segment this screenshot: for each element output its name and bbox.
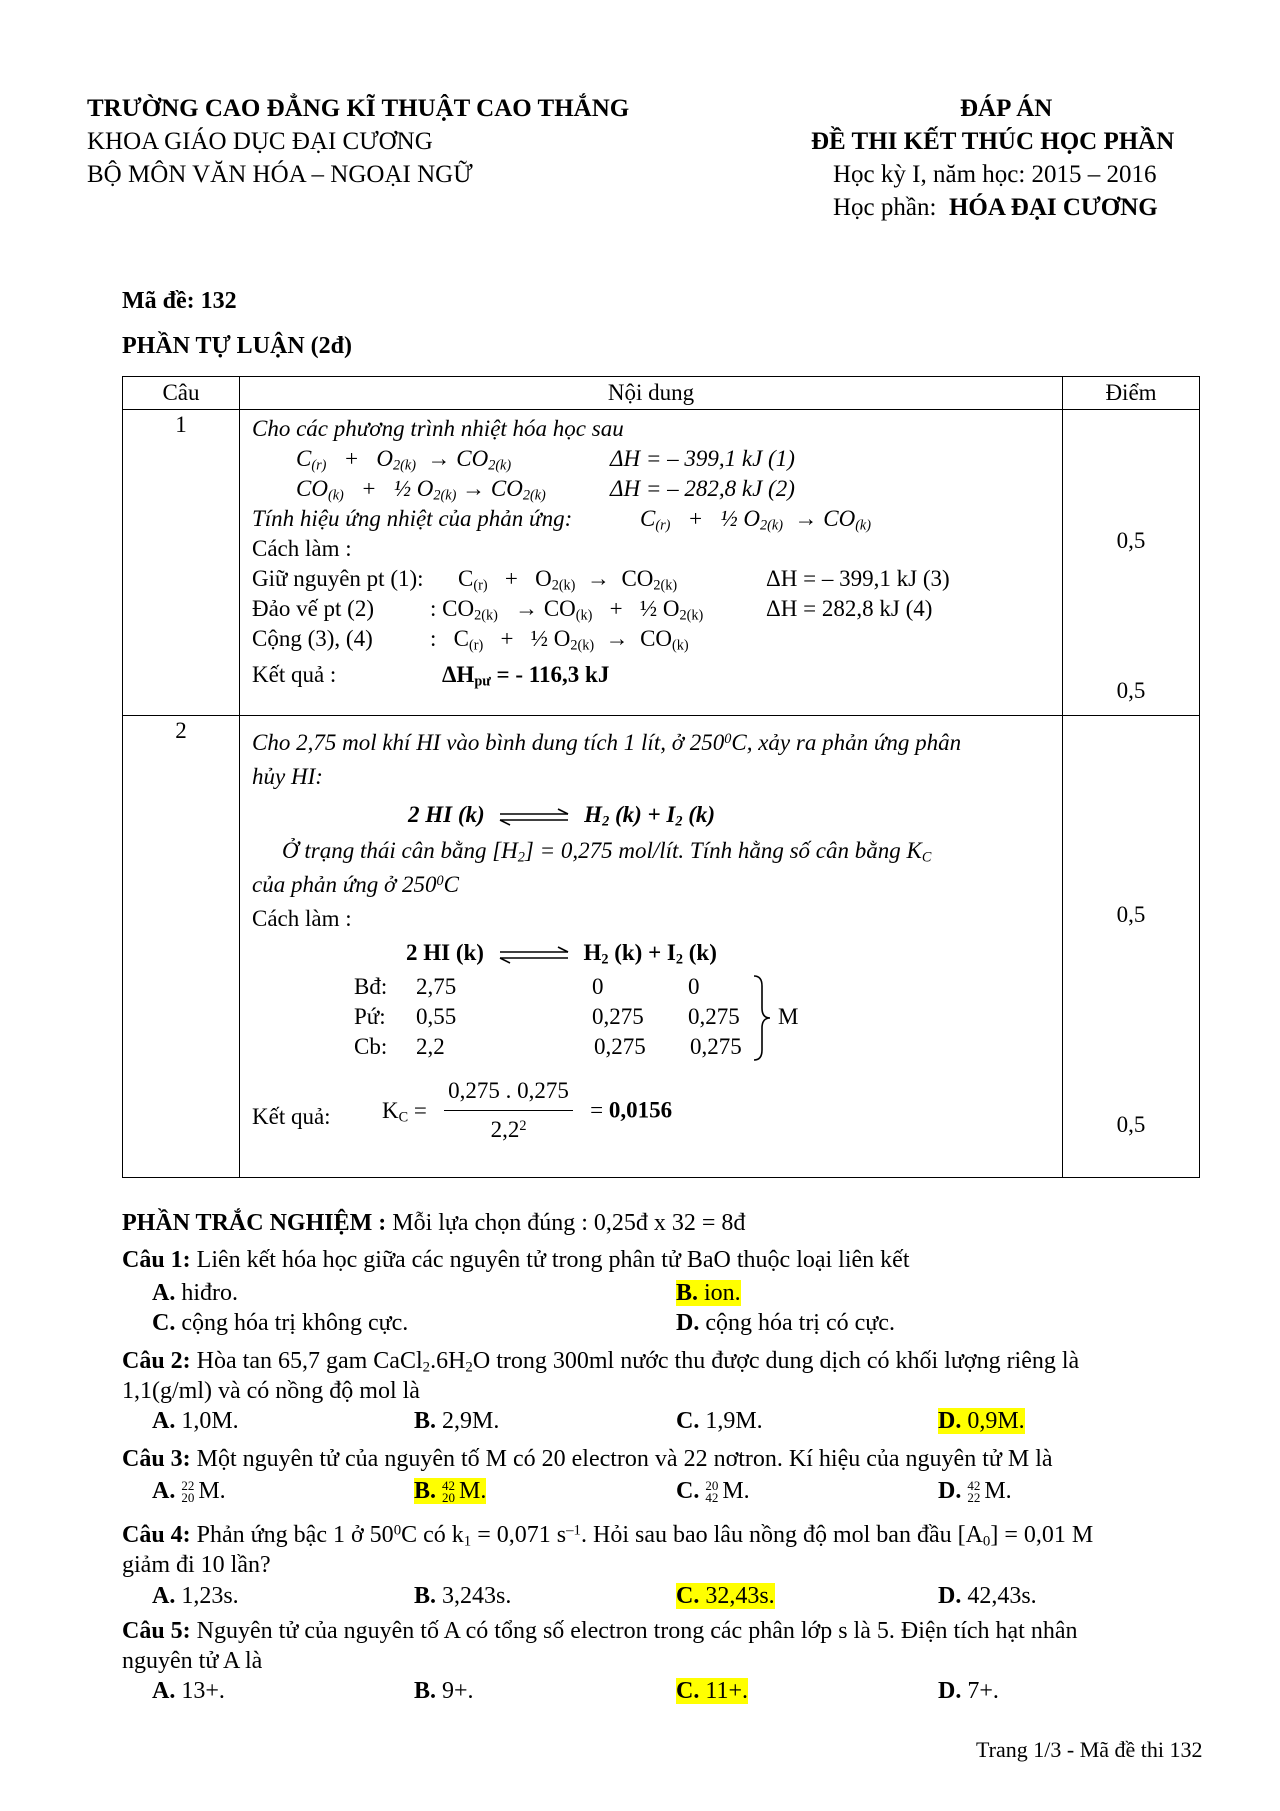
q2-option-d: D. 0,9M. <box>938 1408 1025 1434</box>
kc-formula: $K_C$ = $\frac{0,275 . 0,275}{2,2^2}$ = 0,0156 <box>382 1078 673 1142</box>
q5-option-d: D. 7+. <box>938 1678 999 1704</box>
q1-option-d: D. cộng hóa trị có cực. <box>676 1310 895 1336</box>
question-2-content: Cho 2,75 mol khí HI vào bình dung tích 1 lít, ở $250^0C$, xảy ra phản ứng phân hủy HI: 2 HI (k) $H_2$ $(k) + I_2$ (k) Ở trạng thái cân bằng $[H_2] = 0,275$ mol/lít. Tính hằng số cân bằng $K_C$ của phản ứng ở $250^0C$ Cách làm : 2 HI (k) $H_2$ $(k) + I_2$ (k) Bđ: 2,75 0 0 Pứ: 0,55 0,275 0,275 Cb: 2,2 0,275 0,275 M Kết quả: $K_C$ = $\frac{0,275 . 0,275}{2,2^2}$ = 0,0156 <box>240 716 1063 1178</box>
question-2-number: 2 <box>123 716 240 1178</box>
page-footer: Trang 1/3 - Mã đề thi 132 <box>976 1737 1203 1762</box>
mcq-question-2: Câu 2: Hòa tan 65,7 gam $CaCl_2.6H_2O$ trong 300ml nước thu được dung dịch có khối lượng riêng là <box>122 1348 1080 1376</box>
equilibrium-arrow-icon <box>498 946 570 964</box>
q4-option-d: D. 42,43s. <box>938 1583 1037 1609</box>
q3-option-b: B. 42 20 M. <box>414 1478 487 1506</box>
essay-table <box>122 376 1200 1178</box>
faculty-name: KHOA GIÁO DỤC ĐẠI CƯƠNG <box>87 128 433 155</box>
question-1-number: 1 <box>123 410 240 716</box>
answer-key-title: ĐÁP ÁN <box>960 95 1053 122</box>
question-1-points: 0,5 0,5 <box>1063 410 1200 716</box>
q2-option-c: C. 1,9M. <box>676 1408 763 1434</box>
mcq-question-4-line2: giảm đi 10 lần? <box>122 1552 271 1578</box>
mcq-question-4: Câu 4: Phản ứng bậc 1 ở $50^0C$ có $k_1 = 0,071$ $s^{-1}$. Hỏi sau bao lâu nồng độ mol ban đầu $[A_0] = 0,01$ M <box>122 1522 1094 1550</box>
school-name: TRƯỜNG CAO ĐẲNG KĨ THUẬT CAO THẮNG <box>87 95 630 122</box>
col-header-points: Điểm <box>1063 377 1200 410</box>
mcq-question-5-line2: nguyên tử A là <box>122 1648 263 1674</box>
equilibrium-arrow-icon <box>498 808 570 826</box>
q3-option-a: A. 22 20 M. <box>152 1478 226 1506</box>
department-name: BỘ MÔN VĂN HÓA – NGOẠI NGỮ <box>87 161 473 188</box>
q1-option-b: B. ion. <box>676 1280 741 1306</box>
mcq-section-title: PHẦN TRẮC NGHIỆM : Mỗi lựa chọn đúng : 0,25đ x 32 = 8đ <box>122 1210 746 1236</box>
exam-code: Mã đề: 132 <box>122 288 237 314</box>
semester: Học kỳ I, năm học: 2015 – 2016 <box>833 161 1157 188</box>
q4-option-b: B. 3,243s. <box>414 1583 512 1609</box>
q5-option-b: B. 9+. <box>414 1678 474 1704</box>
mcq-question-3: Câu 3: Một nguyên tử của nguyên tố M có 20 electron và 22 nơtron. Kí hiệu của nguyên tử M là <box>122 1446 1053 1472</box>
q4-option-c: C. 32,43s. <box>676 1583 775 1609</box>
exam-title: ĐỀ THI KẾT THÚC HỌC PHẦN <box>811 128 1175 155</box>
q4-option-a: A. 1,23s. <box>152 1583 239 1609</box>
question-1-content: Cho các phương trình nhiệt hóa học sau $C_{(r)} + O_{2(k)} \to CO_{2(k)}$ ΔH = – 399,1 kJ (1) $CO_{(k)}$ + ½ $O_{2(k)} \to CO_{2(k)}$ ΔH = – 282,8 kJ (2) Tính hiệu ứng nhiệt của phản ứng: $C_{(r)}$ + ½ $O_{2(k)} \to CO_{(k)}$ Cách làm : Giữ nguyên pt (1): $C_{(r)} + O_{2(k)} \to CO_{2(k)}$ ΔH = – 399,1 kJ (3) Đảo vế pt (2) : $CO_{2(k)} \to CO_{(k)}$ + ½ $O_{2(k)}$ ΔH = 282,8 kJ (4) Cộng (3), (4) : $C_{(r)}$ + ½ $O_{2(k)} \to CO_{(k)}$ Kết quả : $\Delta H_{pư}$ = - 116,3 kJ <box>240 410 1063 716</box>
q3-option-c: C. 20 42 M. <box>676 1478 750 1506</box>
q2-option-b: B. 2,9M. <box>414 1408 500 1434</box>
q3-option-d: D. 42 22 M. <box>938 1478 1012 1506</box>
q5-option-c: C. 11+. <box>676 1678 748 1704</box>
q2-option-a: A. 1,0M. <box>152 1408 239 1434</box>
col-header-question: Câu <box>123 377 240 410</box>
q1-option-a: A. hiđro. <box>152 1280 239 1306</box>
course: Học phần: HÓA ĐẠI CƯƠNG <box>833 194 1158 221</box>
reaction-equation-1: 2 HI (k) $H_2$ $(k) + I_2$ (k) <box>408 802 716 830</box>
mcq-question-5: Câu 5: Nguyên tử của nguyên tố A có tổng số electron trong các phân lớp s là 5. Điện tích hạt nhân <box>122 1618 1078 1644</box>
q5-option-a: A. 13+. <box>152 1678 225 1704</box>
brace-icon <box>750 972 774 1064</box>
col-header-content: Nội dung <box>240 377 1063 410</box>
question-2-points: 0,5 0,5 <box>1063 716 1200 1178</box>
q1-option-c: C. cộng hóa trị không cực. <box>152 1310 409 1336</box>
mcq-question-2-line2: 1,1(g/ml) và có nồng độ mol là <box>122 1378 420 1404</box>
essay-section-title: PHẦN TỰ LUẬN (2đ) <box>122 333 353 359</box>
reaction-equation-2: 2 HI (k) $H_2$ $(k) + I_2$ (k) <box>406 940 717 968</box>
mcq-question-1: Câu 1: Liên kết hóa học giữa các nguyên tử trong phân tử BaO thuộc loại liên kết <box>122 1247 910 1273</box>
